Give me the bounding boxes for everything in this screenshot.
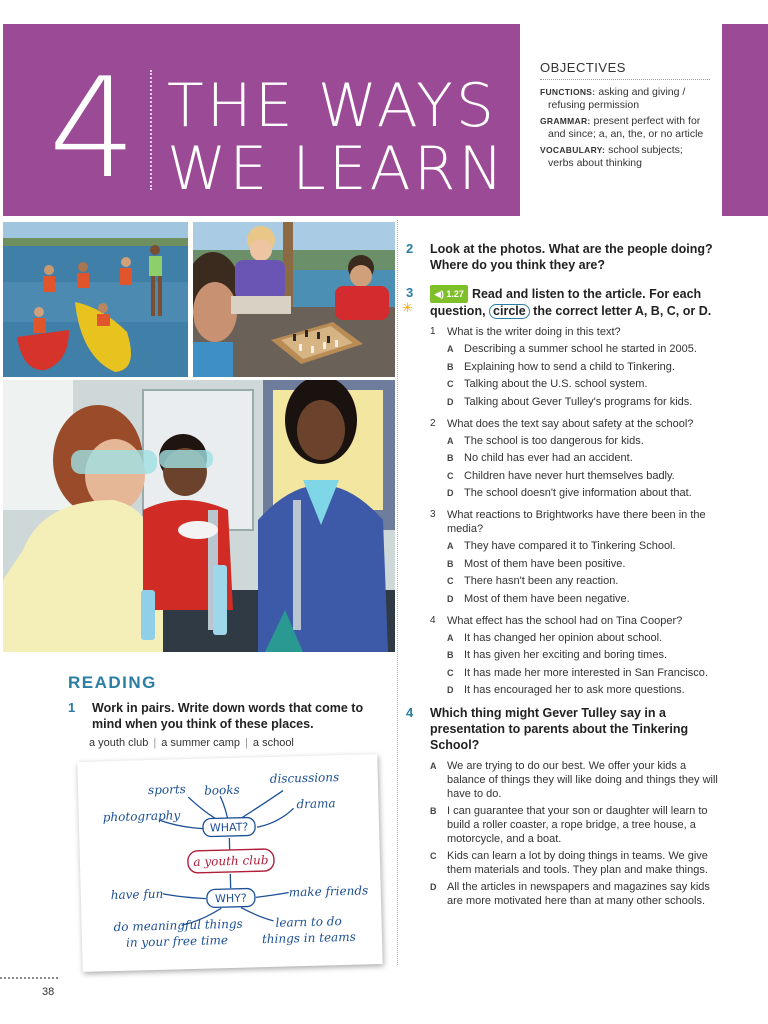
question-stem (430, 508, 724, 536)
circle-word: circle (489, 304, 530, 319)
objectives-title: OBJECTIVES (540, 60, 710, 80)
answer-option[interactable] (430, 395, 724, 409)
mind-map-why: WHY? (214, 891, 247, 906)
option-letter: A (447, 344, 454, 354)
answer-option[interactable] (430, 451, 724, 465)
question-number: 3 (430, 509, 436, 520)
option-letter: D (447, 396, 454, 407)
objective-label: VOCABULARY: (540, 145, 606, 155)
question-text: What reactions to Brightworks have there been in the media? (447, 509, 706, 535)
audio-track-badge[interactable]: ◀) 1.27 (430, 285, 468, 303)
list-separator: | (245, 737, 248, 749)
option-letter: C (447, 667, 454, 678)
objective-text: present perfect with for and since; a, an, the, or no article (548, 115, 704, 140)
unit-title-line-2: WE LEARN (167, 134, 507, 204)
photo-chess-game (193, 222, 395, 377)
exercises-column (402, 241, 724, 911)
banner-edge (722, 24, 768, 216)
option-text: No child has ever had an accident. (464, 452, 633, 464)
answer-option[interactable] (430, 342, 724, 356)
answer-option[interactable] (406, 759, 724, 801)
unit-number: 4 (48, 48, 137, 209)
option-letter: A (430, 761, 437, 771)
option-letter: B (447, 453, 454, 463)
reading-heading: READING (68, 673, 157, 692)
objectives-panel (540, 60, 710, 173)
places-list (89, 737, 294, 749)
mind-map-word: in your free time (125, 933, 229, 950)
page-number: 38 (42, 986, 55, 998)
question-2 (430, 417, 724, 501)
answer-option[interactable] (430, 434, 724, 448)
exercise-2-instructions: Look at the photos. What are the people doing? Where do you think they are? (430, 242, 713, 272)
option-letter: C (447, 379, 454, 389)
answer-option[interactable] (406, 849, 724, 877)
unit-title-line-1: THE WAYS (167, 71, 497, 141)
option-letter: B (447, 558, 454, 569)
mind-map-center: a youth club (193, 852, 269, 869)
option-text: It has changed her opinion about school. (464, 631, 663, 644)
question-stem (430, 614, 724, 628)
exercise-number: 3 (406, 285, 414, 300)
option-text: Talking about the U.S. school system. (464, 378, 648, 390)
option-text: I can guarantee that your son or daughter will learn to build a roller coaster, a rope bridge, a tree house, a motorcycle, and a boat. (447, 805, 708, 845)
option-text: There hasn't been any reaction. (464, 575, 619, 587)
option-letter: B (447, 650, 454, 660)
option-text: The school is too dangerous for kids. (464, 434, 644, 447)
mind-map-word: have fun (110, 886, 164, 903)
exercise-3 (402, 285, 724, 319)
exercise-1-instructions: Work in pairs. Write down words that come to mind when you think of these places. (92, 701, 364, 731)
option-text: Most of them have been positive. (464, 557, 626, 570)
option-letter: A (447, 632, 454, 643)
question-text: What is the writer doing in this text? (447, 326, 621, 338)
mind-map-card (77, 754, 382, 972)
mind-map-word: make friends (288, 883, 369, 900)
exercise-3-instructions-a: Read and listen to the article. For each question, (430, 287, 702, 318)
place-item: a school (252, 737, 294, 749)
answer-option[interactable] (430, 574, 724, 588)
exercise-4-options (406, 759, 724, 908)
answer-option[interactable] (430, 648, 724, 662)
objective-label: FUNCTIONS: (540, 87, 596, 97)
option-letter: D (447, 488, 454, 498)
answer-option[interactable] (430, 377, 724, 391)
option-letter: C (447, 470, 454, 481)
mind-map-word: books (203, 782, 240, 798)
option-text: Children have never hurt themselves badly. (464, 469, 675, 482)
option-letter: C (447, 576, 454, 586)
objective-grammar (540, 115, 710, 141)
option-text: Talking about Gever Tulley's programs for kids. (464, 395, 693, 408)
question-stem (430, 417, 724, 431)
place-item: a youth club (89, 737, 149, 749)
exercise-number: 4 (406, 705, 414, 720)
exercise-4 (406, 705, 724, 753)
answer-option[interactable] (406, 804, 724, 846)
exercise-number: 2 (406, 241, 414, 256)
option-letter: B (430, 806, 437, 816)
column-divider (397, 220, 398, 965)
question-4 (430, 614, 724, 698)
objective-label: GRAMMAR: (540, 116, 591, 126)
answer-option[interactable] (430, 631, 724, 645)
option-text: Most of them have been negative. (464, 592, 630, 605)
option-letter: C (430, 851, 437, 861)
mind-map-word: discussions (269, 770, 340, 786)
title-banner (3, 24, 520, 216)
objective-text: school subjects; verbs about thinking (548, 144, 683, 169)
option-letter: B (447, 361, 454, 372)
option-text: The school doesn't give information about that. (464, 487, 692, 499)
option-text: We are trying to do our best. We offer your kids a balance of things they will like doing and things they will have to do. (447, 760, 718, 800)
mind-map-word: drama (296, 796, 336, 812)
objective-text: asking and giving / refusing permission (548, 86, 686, 111)
option-text: All the articles in newspapers and magazines say kids are more motivated here than at many other schools. (447, 881, 710, 907)
photo-kayaking-lake (3, 222, 188, 377)
answer-option[interactable] (406, 880, 724, 908)
objective-vocabulary (540, 144, 710, 170)
mind-map-word: sports (147, 782, 187, 798)
answer-option[interactable] (430, 592, 724, 606)
option-text: Kids can learn a lot by doing things in teams. We give them materials and tools. They plan and make things. (447, 850, 708, 876)
mind-map-word: learn to do (275, 914, 342, 930)
answer-option[interactable] (430, 469, 724, 483)
option-text: Describing a summer school he started in 2005. (464, 343, 697, 355)
option-text: It has encouraged her to ask more questions. (464, 684, 685, 696)
mind-map-word: do meaningful things (113, 916, 243, 935)
mind-map-what: WHAT? (209, 820, 249, 835)
mind-map-word: photography (102, 808, 181, 825)
option-letter: D (447, 593, 454, 604)
option-text: Explaining how to send a child to Tinkering. (464, 360, 675, 373)
answer-option[interactable] (430, 360, 724, 374)
question-text: What does the text say about safety at the school? (447, 417, 694, 430)
question-number: 4 (430, 614, 436, 626)
exercise-number: 1 (68, 700, 76, 715)
option-text: They have compared it to Tinkering School. (464, 540, 676, 552)
option-text: It has made her more interested in San Francisco. (464, 666, 708, 679)
exercise-1 (68, 700, 368, 732)
answer-option[interactable] (430, 683, 724, 697)
question-3 (430, 508, 724, 606)
option-letter: D (447, 685, 454, 695)
answer-option[interactable] (430, 486, 724, 500)
audio-track-number: 1.27 (446, 289, 464, 299)
option-text: It has given her exciting and boring times. (464, 649, 668, 661)
title-divider (150, 70, 152, 190)
question-number: 2 (430, 417, 436, 429)
question-text: What effect has the school had on Tina Cooper? (447, 614, 683, 627)
star-icon: ✳ (402, 300, 413, 315)
question-stem (430, 325, 724, 339)
answer-option[interactable] (430, 539, 724, 553)
place-item: a summer camp (161, 737, 241, 749)
exercise-4-instructions: Which thing might Gever Tulley say in a presentation to parents about the Tinkering School? (430, 706, 689, 752)
question-1 (430, 325, 724, 409)
option-letter: D (430, 882, 437, 892)
answer-option[interactable] (430, 666, 724, 680)
footer-rule (0, 977, 58, 979)
exercise-2 (406, 241, 724, 273)
question-number: 1 (430, 326, 436, 337)
option-letter: A (447, 541, 454, 551)
option-letter: A (447, 435, 454, 446)
list-separator: | (153, 737, 157, 749)
mind-map-word: things in teams (261, 929, 356, 947)
photo-science-lab (3, 380, 395, 652)
objective-functions (540, 86, 710, 112)
exercise-3-instructions-b: the correct letter A, B, C, or D. (529, 304, 712, 318)
answer-option[interactable] (430, 557, 724, 571)
